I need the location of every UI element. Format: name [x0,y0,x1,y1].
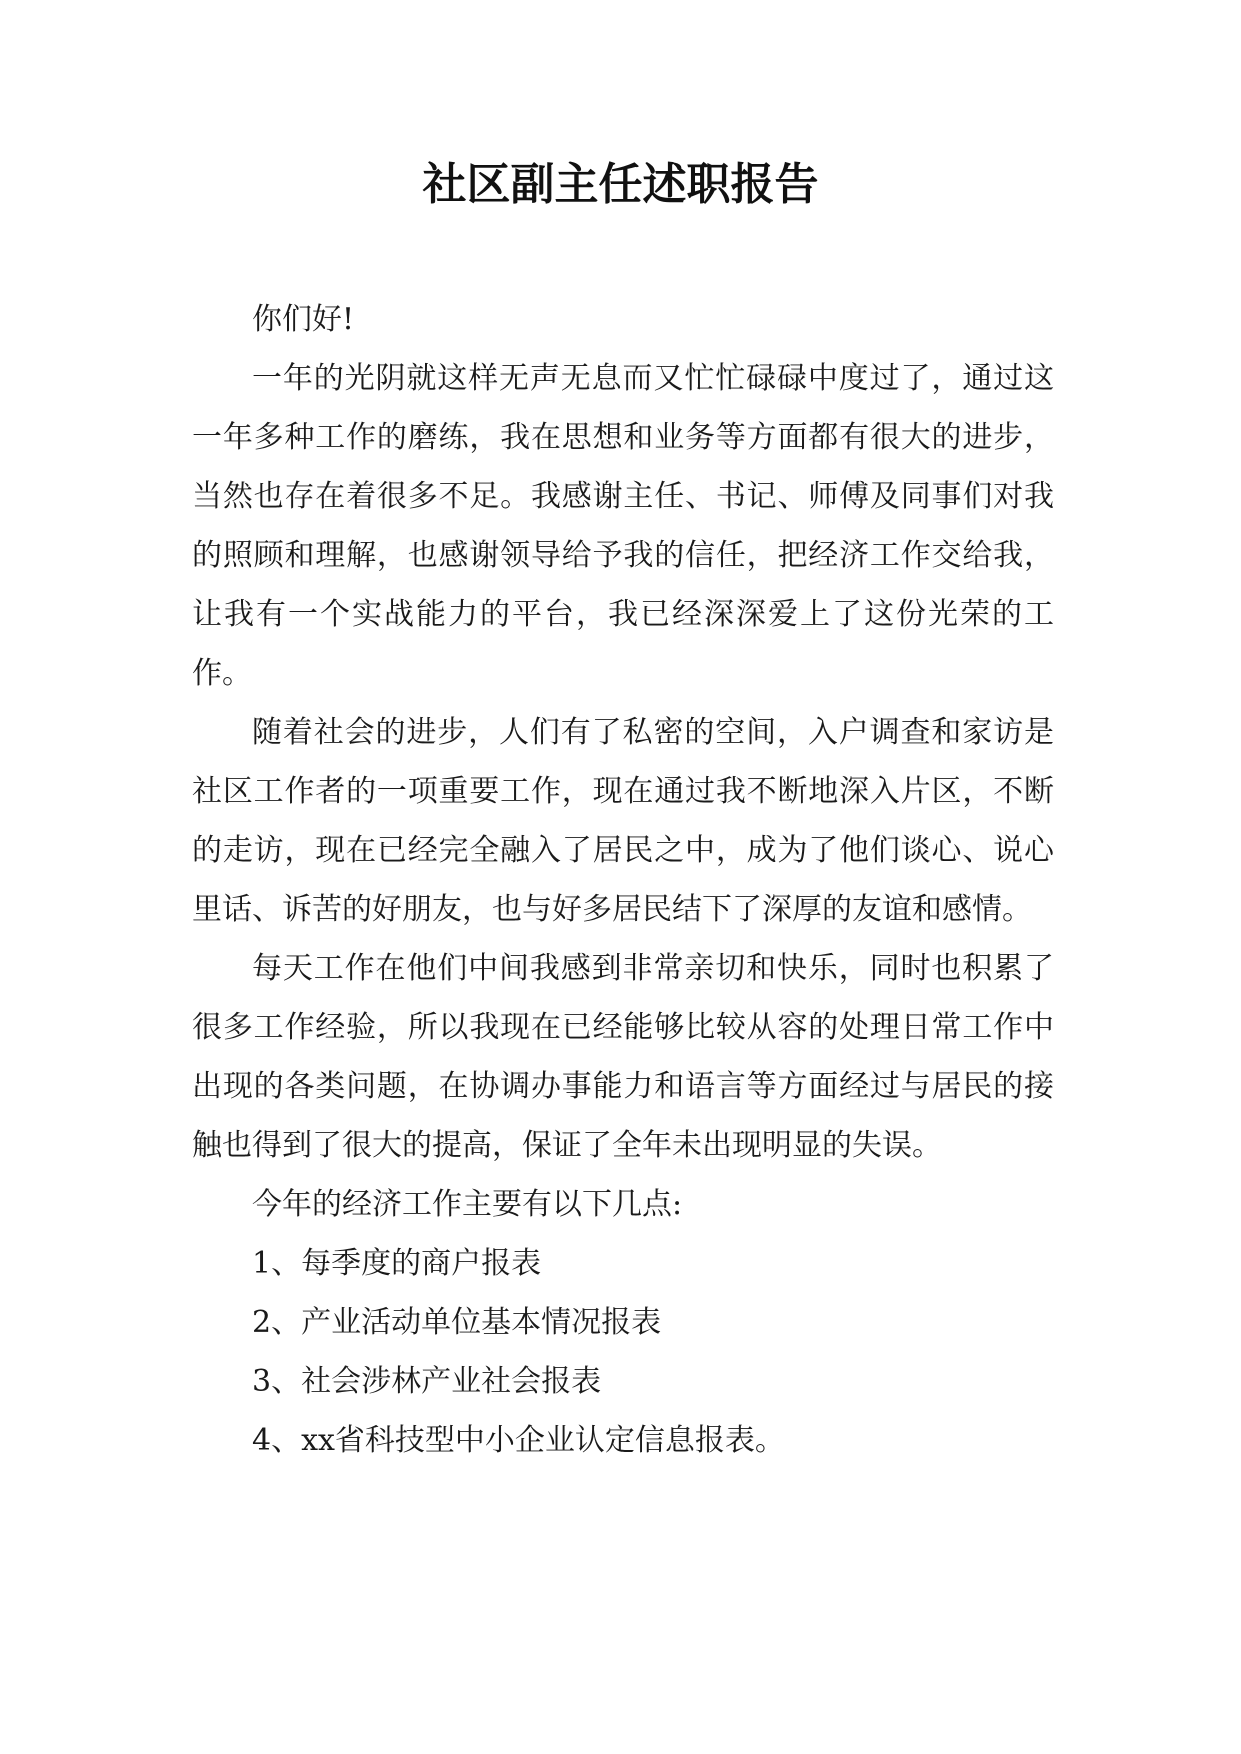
list-item-2: 2、产业活动单位基本情况报表 [252,1305,662,1340]
greeting: 你们好! [252,302,355,337]
list-intro: 今年的经济工作主要有以下几点: [252,1187,683,1222]
list-item-1: 1、每季度的商户报表 [252,1246,542,1281]
document-body [192,290,1054,1470]
list-item-4: 4、xx省科技型中小企业认定信息报表。 [252,1423,785,1458]
document-title: 社区副主任述职报告 [422,159,819,210]
paragraph-1: 一年的光阴就这样无声无息而又忙忙碌碌中度过了，通过这一年多种工作的磨练，我在思想和业务等方面都有很大的进步，当然也存在着很多不足。我感谢主任、书记、师傅及同事们对我的照顾和理解，也感谢领导给予我的信任，把经济工作交给我，让我有一个实战能力的平台，我已经深深爱上了这份光荣的工作。 [192,361,1054,691]
paragraph-3: 每天工作在他们中间我感到非常亲切和快乐，同时也积累了很多工作经验，所以我现在已经能够比较从容的处理日常工作中出现的各类问题，在协调办事能力和语言等方面经过与居民的接触也得到了很大的提高，保证了全年未出现明显的失误。 [192,951,1054,1163]
list-item-3: 3、社会涉林产业社会报表 [252,1364,602,1399]
paragraph-2: 随着社会的进步，人们有了私密的空间，入户调查和家访是社区工作者的一项重要工作，现在通过我不断地深入片区，不断的走访，现在已经完全融入了居民之中，成为了他们谈心、说心里话、诉苦的好朋友，也与好多居民结下了深厚的友谊和感情。 [192,715,1054,927]
